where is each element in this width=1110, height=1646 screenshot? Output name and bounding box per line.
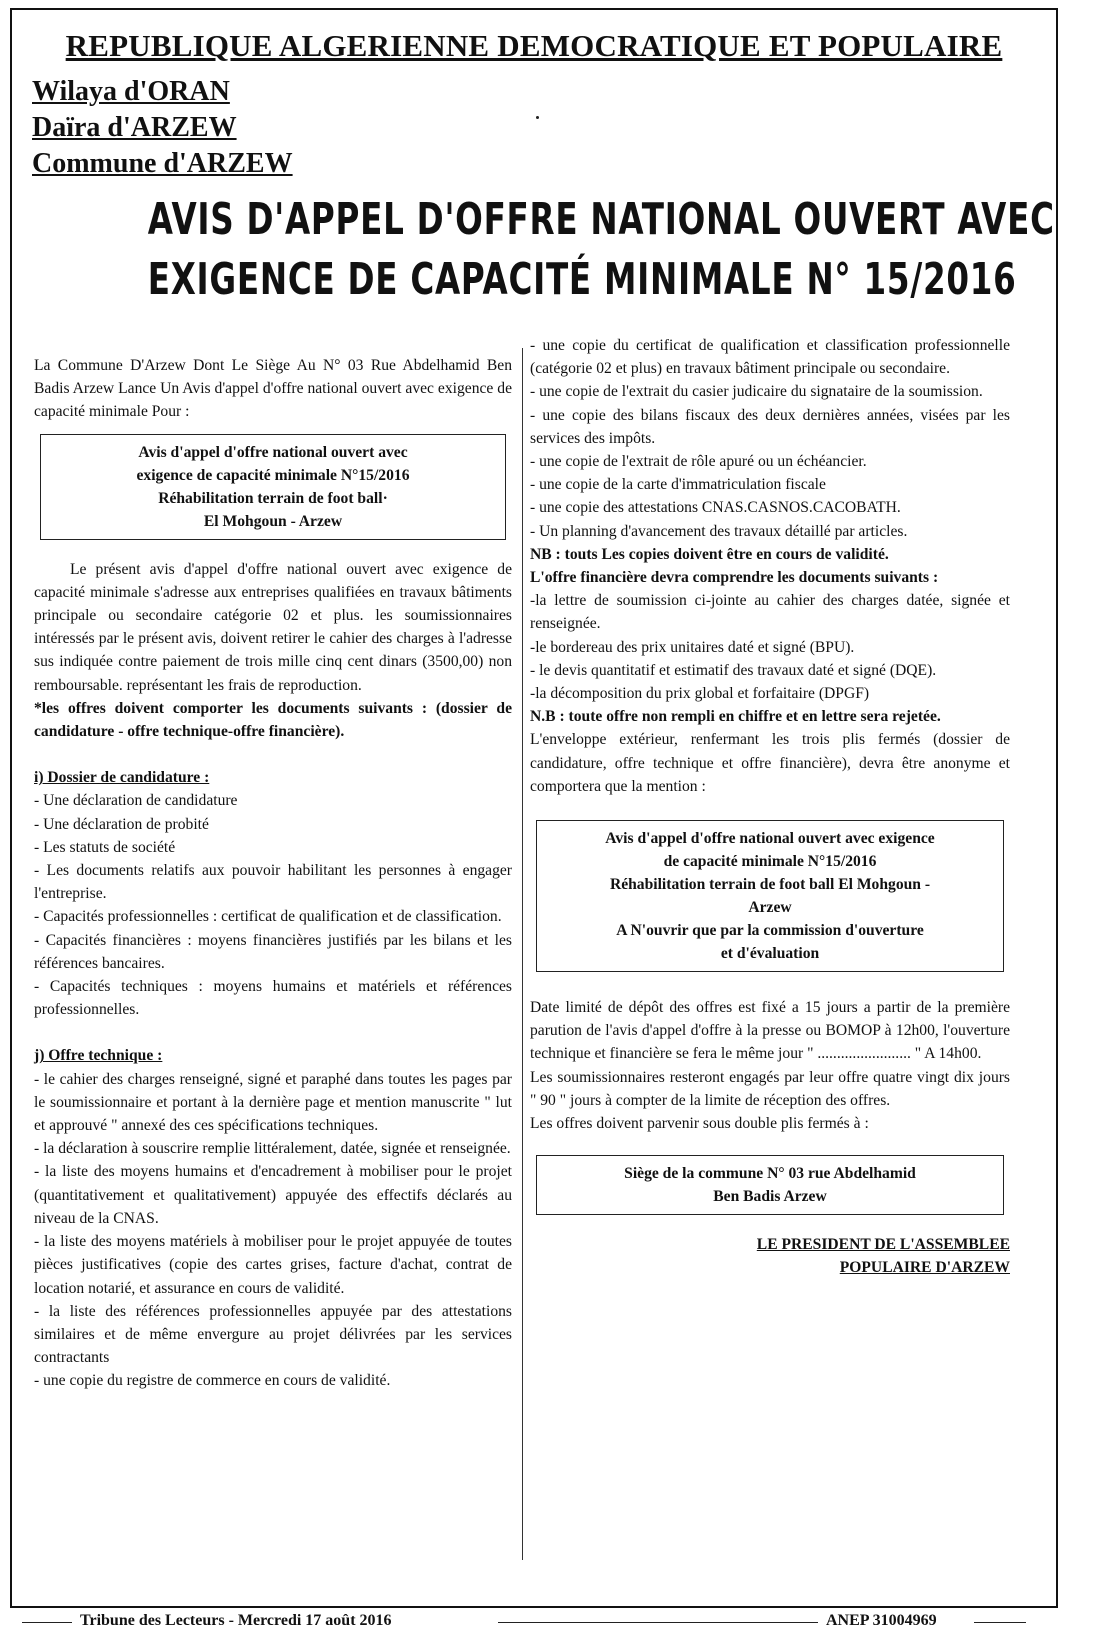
- footer-source: Tribune des Lecteurs - Mercredi 17 août 2016: [80, 1612, 392, 1629]
- list-item: -la lettre de soumission ci-jointe au cahier des charges datée, signée et renseignée.: [530, 592, 1010, 633]
- list-item: - Capacités financières : moyens financières justifiés par les bilans et les références bancaires.: [34, 931, 512, 972]
- list-item: - une copie des attestations CNAS.CASNOS.CACOBATH.: [530, 499, 901, 517]
- notice-title-line2: EXIGENCE DE CAPACITÉ MINIMALE N° 15/2016: [147, 254, 1017, 305]
- list-item: - Capacités techniques : moyens humains et matériels et références professionnelles.: [34, 978, 512, 1019]
- commune-label: Commune d'ARZEW: [32, 148, 293, 179]
- envelope-box-line: A N'ouvrir que par la commission d'ouverture: [616, 922, 924, 940]
- envelope-box-line: de capacité minimale N°15/2016: [663, 853, 877, 871]
- deadline-paragraph: Date limité de dépôt des offres est fixé a 15 jours a partir de la première parution de l'avis d'appel d'offre à la presse ou BOMOP à 12h00, l'ouverture technique et financière se fera le même jour " ........................ " A 14h00.: [530, 999, 1010, 1063]
- signature-line: LE PRESIDENT DE L'ASSEMBLEE: [756, 1236, 1010, 1254]
- list-item: - Une déclaration de probité: [34, 815, 209, 833]
- section-dossier-heading: i) Dossier de candidature :: [34, 769, 210, 787]
- envelope-box-line: et d'évaluation: [720, 945, 820, 963]
- envelope-box-line: Réhabilitation terrain de foot ball El Mohgoun -: [609, 876, 931, 894]
- scope-paragraph: Le présent avis d'appel d'offre national ouvert avec exigence de capacité minimale s'adresse aux entreprises qualifiées en travaux bâtiments principale ou secondaire catégorie 02 et plus. les soumissionnaires intéressés par le présent avis, doivent retirer le cahier des charges à l'adresse sus indiquée contre paiement de trois mille cinq cent dinars (3500,00) non remboursable. représentant les frais de reproduction.: [34, 560, 512, 694]
- envelope-box-line: Arzew: [748, 899, 792, 917]
- nb-validity-note: NB : touts Les copies doivent être en cours de validité.: [530, 545, 889, 563]
- footer-rule-right: [974, 1622, 1026, 1623]
- delivery-paragraph: Les offres doivent parvenir sous double plis fermés à :: [530, 1115, 869, 1133]
- list-item: - le devis quantitatif et estimatif des travaux daté et signé (DQE).: [530, 661, 937, 679]
- section-offre-technique-heading: j) Offre technique :: [34, 1047, 163, 1065]
- project-box-line: Avis d'appel d'offre national ouvert avec: [138, 443, 408, 461]
- list-item: - la liste des moyens humains et d'encadrement à mobiliser pour le projet (quantitativement et qualitativement) appuyée des effectifs déclarés au niveau de la CNAS.: [34, 1163, 512, 1227]
- list-item: - le cahier des charges renseigné, signé et paraphé dans toutes les pages par le soumissionnaire et portant à la dernière page et mention manuscrite " lut et approuvé " annexé des ces spécifications techniques.: [34, 1070, 512, 1135]
- envelope-paragraph: L'enveloppe extérieur, renfermant les trois plis fermés (dossier de candidature, offre technique et offre financière), devra être anonyme et comportera que la mention :: [530, 731, 1010, 795]
- notice-title-line1: AVIS D'APPEL D'OFFRE NATIONAL OUVERT AVEC: [147, 194, 1055, 245]
- signature-block: [530, 1233, 1010, 1279]
- list-item: - Une déclaration de candidature: [34, 792, 238, 810]
- list-item: - Un planning d'avancement des travaux détaillé par articles.: [530, 522, 908, 540]
- list-item: - la liste des références professionnelles appuyée par des attestations similaires et de même envergure au projet délivrées par les services contractants: [34, 1302, 512, 1367]
- list-item: - la liste des moyens matériels à mobiliser pour le projet appuyée de toutes pièces justificatives (copie des cartes grises, facture d'achat, contrat de location notarié, et assurance en cours de validité.: [34, 1233, 512, 1297]
- list-item: -la décomposition du prix global et forfaitaire (DPGF): [530, 685, 870, 703]
- daira-label: Daïra d'ARZEW: [32, 112, 237, 143]
- list-item: - une copie de la carte d'immatriculation fiscale: [530, 476, 826, 494]
- list-item: - Capacités professionnelles : certificat de qualification et de classification.: [34, 908, 502, 926]
- list-item: - la déclaration à souscrire remplie littéralement, datée, signée et renseignée.: [34, 1140, 511, 1158]
- column-divider: [522, 348, 523, 1560]
- list-item: - une copie de l'extrait de rôle apuré ou un échéancier.: [530, 453, 867, 471]
- list-item: - une copie du certificat de qualification et classification professionnelle (catégorie 02 et plus) en travaux bâtiment principale ou secondaire.: [530, 337, 1010, 378]
- signature-line: POPULAIRE D'ARZEW: [839, 1259, 1010, 1277]
- nb-rejection-note: N.B : toute offre non rempli en chiffre et en lettre sera rejetée.: [530, 708, 941, 726]
- financial-offer-heading: L'offre financière devra comprendre les documents suivants :: [530, 569, 939, 587]
- list-item: - une copie de l'extrait du casier judicaire du signataire de la soumission.: [530, 383, 983, 401]
- project-box: [40, 434, 506, 540]
- address-box: [536, 1155, 1004, 1215]
- offers-note: *les offres doivent comporter les documents suivants : (dossier de candidature - offre technique-offre financière).: [34, 699, 512, 741]
- footer-rule-left: [22, 1622, 72, 1623]
- envelope-box-line: Avis d'appel d'offre national ouvert avec exigence: [605, 830, 935, 848]
- footer-anep-ref: ANEP 31004969: [826, 1612, 937, 1629]
- engagement-paragraph: Les soumissionnaires resteront engagés par leur offre quatre vingt dix jours " 90 " jours à compter de la limite de réception des offres.: [530, 1068, 1010, 1109]
- intro-paragraph: La Commune D'Arzew Dont Le Siège Au N° 03 Rue Abdelhamid Ben Badis Arzew Lance Un Avis d'appel d'offre national ouvert avec exigence de capacité minimale Pour :: [34, 357, 512, 421]
- list-item: - une copie du registre de commerce en cours de validité.: [34, 1372, 391, 1390]
- list-item: - une copie des bilans fiscaux des deux dernières années, visées par les services des impôts.: [530, 406, 1010, 447]
- list-item: - Les statuts de société: [34, 838, 176, 856]
- left-column: [34, 354, 512, 1393]
- envelope-mention-box: [536, 820, 1004, 972]
- print-speck: [536, 116, 539, 119]
- republic-title: REPUBLIQUE ALGERIENNE DEMOCRATIQUE ET POPULAIRE: [65, 28, 1003, 63]
- notice-frame: [10, 8, 1058, 1608]
- footer-rule-middle: [498, 1622, 818, 1623]
- project-box-line: Réhabilitation terrain de foot ball·: [158, 489, 388, 507]
- wilaya-label: Wilaya d'ORAN: [32, 76, 230, 107]
- project-box-line: exigence de capacité minimale N°15/2016: [136, 466, 410, 484]
- project-box-line: El Mohgoun - Arzew: [203, 512, 343, 530]
- address-box-line: Siège de la commune N° 03 rue Abdelhamid: [624, 1165, 916, 1183]
- list-item: -le bordereau des prix unitaires daté et signé (BPU).: [530, 638, 855, 656]
- address-box-line: Ben Badis Arzew: [713, 1188, 827, 1206]
- list-item: - Les documents relatifs aux pouvoir habilitant les personnes à engager l'entreprise.: [34, 862, 512, 903]
- right-column: [530, 334, 1010, 1279]
